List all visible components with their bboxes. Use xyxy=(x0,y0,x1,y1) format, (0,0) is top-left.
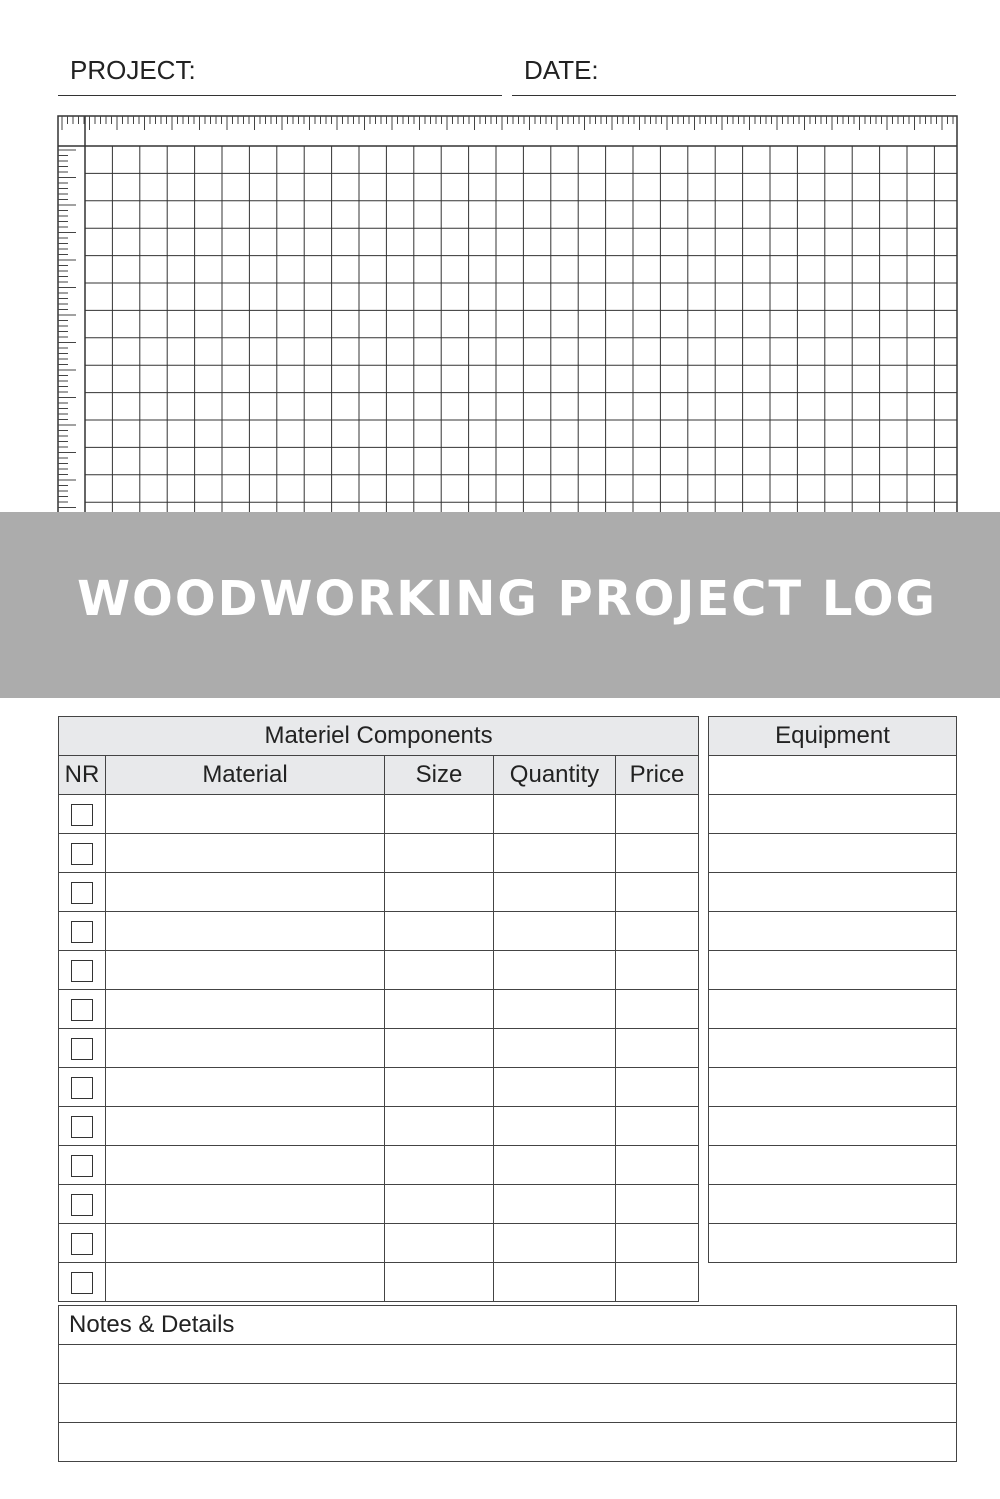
equipment-cell[interactable] xyxy=(709,834,957,873)
checkbox[interactable] xyxy=(71,999,93,1021)
material-row xyxy=(59,1029,699,1068)
nr-cell xyxy=(59,1068,106,1107)
material-cell[interactable] xyxy=(106,834,385,873)
nr-cell xyxy=(59,990,106,1029)
material-cell[interactable] xyxy=(106,795,385,834)
equipment-row xyxy=(709,1029,957,1068)
material-cell[interactable] xyxy=(106,1263,385,1302)
quantity-cell[interactable] xyxy=(494,834,616,873)
price-cell[interactable] xyxy=(616,1107,699,1146)
equipment-table xyxy=(708,716,957,1263)
nr-cell xyxy=(59,1263,106,1302)
price-cell[interactable] xyxy=(616,912,699,951)
col-size: Size xyxy=(385,756,494,795)
material-row xyxy=(59,873,699,912)
material-row xyxy=(59,1068,699,1107)
checkbox[interactable] xyxy=(71,1038,93,1060)
checkbox[interactable] xyxy=(71,1233,93,1255)
notes-row xyxy=(59,1423,957,1462)
title-banner xyxy=(0,512,1000,698)
equipment-cell[interactable] xyxy=(709,795,957,834)
equipment-title: Equipment xyxy=(709,717,957,756)
equipment-cell[interactable] xyxy=(709,873,957,912)
quantity-cell[interactable] xyxy=(494,873,616,912)
materials-table xyxy=(58,716,699,1302)
quantity-cell[interactable] xyxy=(494,951,616,990)
material-row xyxy=(59,1107,699,1146)
nr-cell xyxy=(59,795,106,834)
checkbox[interactable] xyxy=(71,1077,93,1099)
equipment-row xyxy=(709,756,957,795)
size-cell[interactable] xyxy=(385,912,494,951)
equipment-row xyxy=(709,834,957,873)
material-cell[interactable] xyxy=(106,1185,385,1224)
material-cell[interactable] xyxy=(106,1224,385,1263)
date-label: DATE: xyxy=(524,55,599,85)
size-cell[interactable] xyxy=(385,1068,494,1107)
price-cell[interactable] xyxy=(616,873,699,912)
notes-table xyxy=(58,1305,957,1462)
nr-cell xyxy=(59,1224,106,1263)
notes-row xyxy=(59,1384,957,1423)
equipment-cell[interactable] xyxy=(709,951,957,990)
equipment-row xyxy=(709,1185,957,1224)
materials-title: Materiel Components xyxy=(59,717,699,756)
price-cell[interactable] xyxy=(616,990,699,1029)
checkbox[interactable] xyxy=(71,1116,93,1138)
nr-cell xyxy=(59,1029,106,1068)
price-cell[interactable] xyxy=(616,1263,699,1302)
material-row xyxy=(59,834,699,873)
notes-line[interactable] xyxy=(59,1384,957,1423)
size-cell[interactable] xyxy=(385,1185,494,1224)
price-cell[interactable] xyxy=(616,1185,699,1224)
material-row xyxy=(59,990,699,1029)
quantity-cell[interactable] xyxy=(494,795,616,834)
size-cell[interactable] xyxy=(385,1107,494,1146)
checkbox[interactable] xyxy=(71,1272,93,1294)
checkbox[interactable] xyxy=(71,843,93,865)
material-cell[interactable] xyxy=(106,1107,385,1146)
material-cell[interactable] xyxy=(106,912,385,951)
col-price: Price xyxy=(616,756,699,795)
size-cell[interactable] xyxy=(385,1146,494,1185)
price-cell[interactable] xyxy=(616,1224,699,1263)
material-row xyxy=(59,1146,699,1185)
notes-row xyxy=(59,1345,957,1384)
quantity-cell[interactable] xyxy=(494,912,616,951)
checkbox[interactable] xyxy=(71,804,93,826)
price-cell[interactable] xyxy=(616,951,699,990)
material-cell[interactable] xyxy=(106,1029,385,1068)
equipment-cell[interactable] xyxy=(709,1185,957,1224)
quantity-cell[interactable] xyxy=(494,1107,616,1146)
quantity-cell[interactable] xyxy=(494,1185,616,1224)
nr-cell xyxy=(59,834,106,873)
size-cell[interactable] xyxy=(385,990,494,1029)
quantity-cell[interactable] xyxy=(494,990,616,1029)
equipment-row xyxy=(709,912,957,951)
equipment-cell[interactable] xyxy=(709,1107,957,1146)
checkbox[interactable] xyxy=(71,1155,93,1177)
price-cell[interactable] xyxy=(616,1029,699,1068)
nr-cell xyxy=(59,951,106,990)
quantity-cell[interactable] xyxy=(494,1068,616,1107)
material-cell[interactable] xyxy=(106,873,385,912)
quantity-cell[interactable] xyxy=(494,1224,616,1263)
quantity-cell[interactable] xyxy=(494,1146,616,1185)
quantity-cell[interactable] xyxy=(494,1263,616,1302)
equipment-cell[interactable] xyxy=(709,1068,957,1107)
nr-cell xyxy=(59,1185,106,1224)
price-cell[interactable] xyxy=(616,1068,699,1107)
size-cell[interactable] xyxy=(385,1263,494,1302)
nr-cell xyxy=(59,1146,106,1185)
equipment-cell[interactable] xyxy=(709,1224,957,1263)
notes-line[interactable] xyxy=(59,1345,957,1384)
equipment-row xyxy=(709,990,957,1029)
project-label: PROJECT: xyxy=(70,55,196,85)
notes-title: Notes & Details xyxy=(59,1306,957,1345)
size-cell[interactable] xyxy=(385,795,494,834)
equipment-row xyxy=(709,951,957,990)
nr-cell xyxy=(59,912,106,951)
checkbox[interactable] xyxy=(71,1194,93,1216)
size-cell[interactable] xyxy=(385,873,494,912)
ruled-grid[interactable] xyxy=(0,0,1000,520)
equipment-row xyxy=(709,1107,957,1146)
checkbox[interactable] xyxy=(71,921,93,943)
equipment-cell[interactable] xyxy=(709,1146,957,1185)
equipment-row xyxy=(709,1146,957,1185)
material-row xyxy=(59,795,699,834)
nr-cell xyxy=(59,873,106,912)
material-row xyxy=(59,912,699,951)
material-cell[interactable] xyxy=(106,990,385,1029)
equipment-row xyxy=(709,1224,957,1263)
checkbox[interactable] xyxy=(71,882,93,904)
equipment-cell[interactable] xyxy=(709,1029,957,1068)
price-cell[interactable] xyxy=(616,834,699,873)
size-cell[interactable] xyxy=(385,951,494,990)
material-row xyxy=(59,1263,699,1302)
material-cell[interactable] xyxy=(106,951,385,990)
material-cell[interactable] xyxy=(106,1146,385,1185)
material-row xyxy=(59,1185,699,1224)
size-cell[interactable] xyxy=(385,1029,494,1068)
price-cell[interactable] xyxy=(616,795,699,834)
size-cell[interactable] xyxy=(385,834,494,873)
equipment-cell[interactable] xyxy=(709,756,957,795)
material-row xyxy=(59,951,699,990)
quantity-cell[interactable] xyxy=(494,1029,616,1068)
col-nr: NR xyxy=(59,756,106,795)
material-cell[interactable] xyxy=(106,1068,385,1107)
equipment-row xyxy=(709,795,957,834)
col-material: Material xyxy=(106,756,385,795)
equipment-cell[interactable] xyxy=(709,990,957,1029)
size-cell[interactable] xyxy=(385,1224,494,1263)
nr-cell xyxy=(59,1107,106,1146)
equipment-row xyxy=(709,873,957,912)
banner-title: WOODWORKING PROJECT LOG xyxy=(77,571,937,627)
col-quantity: Quantity xyxy=(494,756,616,795)
checkbox[interactable] xyxy=(71,960,93,982)
equipment-cell[interactable] xyxy=(709,912,957,951)
price-cell[interactable] xyxy=(616,1146,699,1185)
material-row xyxy=(59,1224,699,1263)
equipment-row xyxy=(709,1068,957,1107)
notes-line[interactable] xyxy=(59,1423,957,1462)
